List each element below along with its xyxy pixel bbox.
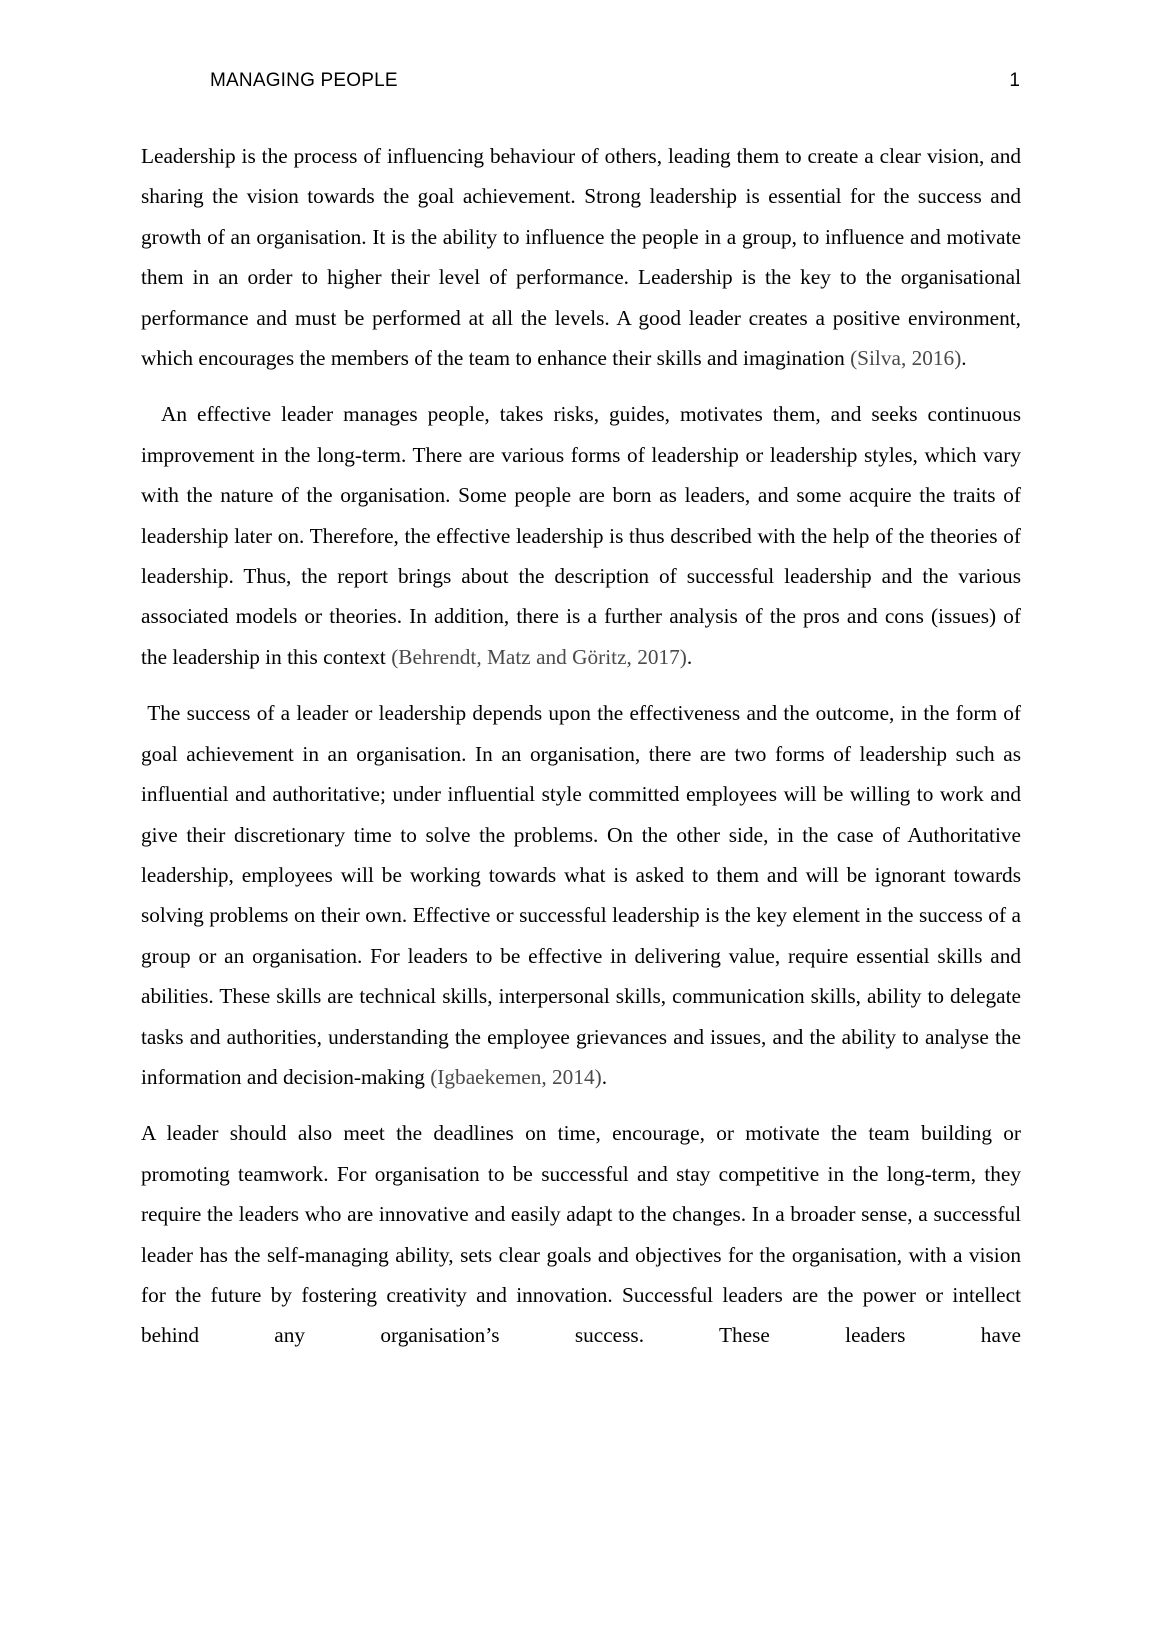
paragraph-text: A leader should also meet the deadlines on time, encourage, or motivate the team building or promoting teamwork. For organisation to be successful and stay competitive in the long-term, they require the leaders who are innovative and easily adapt to the changes. In a broader sense, a successful leader has the self-managing ability, sets clear goals and objectives for the organisation, with a vision for the future by fostering creativity and innovation. Successful leaders are the power or intellect behind any organisation’s success. These leaders have — [141, 1121, 1021, 1348]
page-number: 1 — [1009, 70, 1020, 91]
paragraph-end: . — [686, 644, 693, 669]
running-head: MANAGING PEOPLE — [210, 70, 398, 91]
paragraph-1 — [141, 136, 1027, 378]
paragraph-4 — [141, 1113, 1021, 1355]
citation: (Silva, 2016) — [850, 346, 962, 371]
paragraph-end: . — [961, 346, 967, 371]
body-text — [141, 136, 1027, 1372]
paragraph-2 — [141, 394, 1027, 677]
citation: (Igbaekemen, 2014) — [430, 1064, 602, 1089]
paragraph-text: Leadership is the process of influencing behaviour of others, leading them to create a clear vision, and sharing the vision towards the goal achievement. Strong leadership is essential for the success and growth of an organisation. It is the ability to influence the people in a group, to influence and motivate them in an order to higher their level of performance. Leadership is the key to the organisational performance and must be performed at all the levels. A good leader creates a positive environment, which encourages the members of the team to enhance their skills and imagination — [141, 144, 1027, 371]
paragraph-text: The success of a leader or leadership depends upon the effectiveness and the outcome, in the form of goal achievement in an organisation. In an organisation, there are two forms of leadership such as influential and authoritative; under influential style committed employees will be willing to work and give their discretionary time to solve the problems. On the other side, in the case of Authoritative leadership, employees will be working towards what is asked to them and will be ignorant towards solving problems on their own. Effective or successful leadership is the key element in the success of a group or an organisation. For leaders to be effective in delivering value, require essential skills and abilities. These skills are technical skills, interpersonal skills, communication skills, ability to delegate tasks and authorities, understanding the employee grievances and issues, and the ability to analyse the information and decision-making — [141, 701, 1027, 1089]
paragraph-end: . — [601, 1064, 608, 1089]
paragraph-text: An effective leader manages people, takes risks, guides, motivates them, and seeks continuous improvement in the long-term. There are various forms of leadership or leadership styles, which vary with the nature of the organisation. Some people are born as leaders, and some acquire the traits of leadership later on. Therefore, the effective leadership is thus described with the help of the theories of leadership. Thus, the report brings about the description of successful leadership and the various associated models or theories. In addition, there is a further analysis of the pros and cons (issues) of the leadership in this context — [141, 402, 1027, 669]
citation: (Behrendt, Matz and Göritz, 2017) — [391, 644, 687, 669]
paragraph-3 — [141, 693, 1027, 1097]
